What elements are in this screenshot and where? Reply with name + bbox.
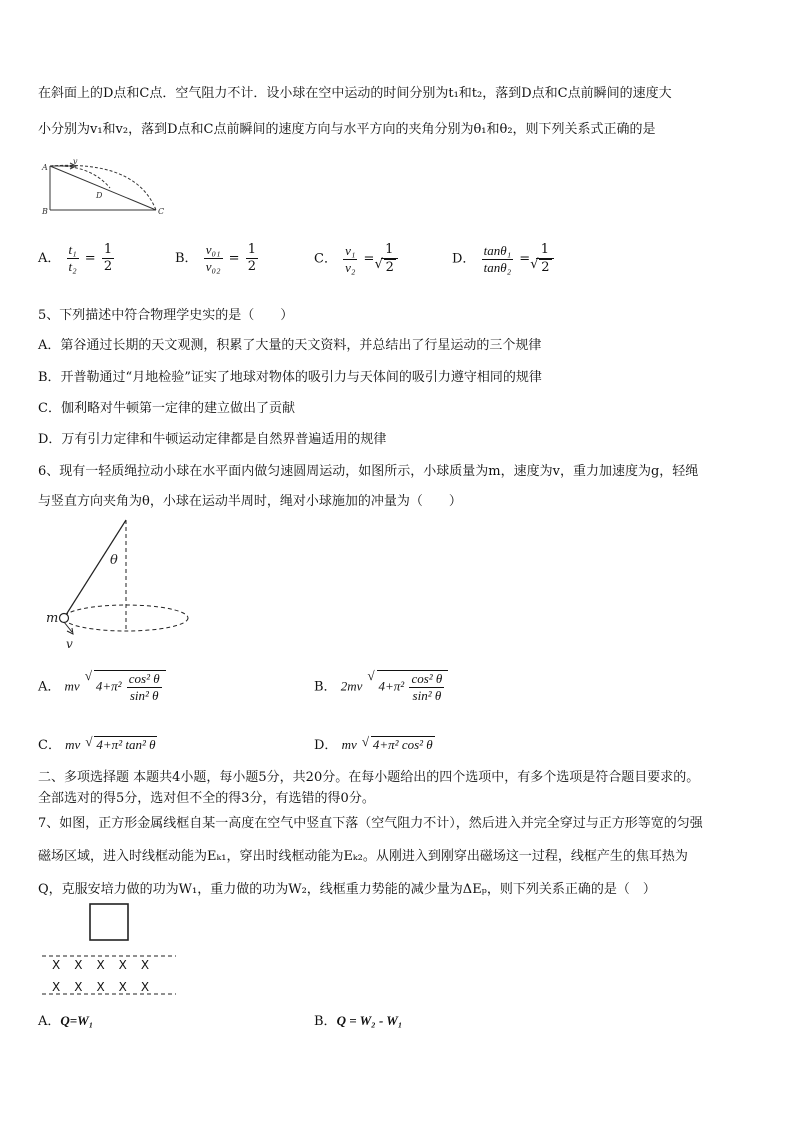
q4-option-b[interactable]: B． $\frac{\text{v₀₁}}{\text{v₀₂}}$ = $\frac{1}{2}$ [175, 242, 256, 274]
label-v: v [73, 158, 78, 166]
q6-line1: 6、现有一轻质绳拉动小球在水平面内做匀速圆周运动，如图所示，小球质量为m，速度为v，重力加速度为g，轻绳 [38, 464, 699, 479]
section2-line1: 二、多项选择题 本题共4小题，每小题5分，共20分。在每小题给出的四个选项中，有多个选项是符合题目要求的。 [38, 770, 700, 785]
q5-option-d[interactable]: D．万有引力定律和牛顿运动定律都是自然界普遍适用的规律 [38, 432, 387, 447]
incline-figure [38, 158, 178, 220]
label-D: D [96, 191, 103, 200]
q4-option-d[interactable]: D． $\frac{\text{tanθ₁}}{\text{tanθ₂}}$ = 1 √ 2 [452, 242, 556, 276]
q6-line2: 与竖直方向夹角为θ，小球在运动半周时，绳对小球施加的冲量为（ ） [38, 494, 462, 509]
q7-option-a[interactable]: A．Q=W₁ [38, 1013, 94, 1029]
q4-line1: 在斜面上的D点和C点．空气阻力不计．设小球在空中运动的时间分别为t₁和t₂，落到D点和C点前瞬间的速度大 [38, 86, 672, 101]
q6-option-b[interactable]: B． 2mv √ 4+π² $\frac{\text{cos² θ}}{\text{sin² θ}}$ [314, 670, 448, 704]
q4-option-a[interactable]: A． $\frac{\text{t₁}}{\text{t₂}}$ = $\frac{1}{2}$ [38, 242, 113, 274]
q6-option-a[interactable]: A． mv √ 4+π² $\frac{\text{cos² θ}}{\text{sin² θ}}$ [38, 670, 166, 704]
q6-option-c[interactable]: C． mv √ 4+π² tan² θ [38, 734, 157, 753]
q7-option-b[interactable]: B．Q = W₂ - W₁ [314, 1013, 403, 1029]
q7-line1: 7、如图，正方形金属线框自某一高度在空气中竖直下落（空气阻力不计），然后进入并完全穿过与正方形等宽的匀强 [38, 816, 703, 831]
label-m: m [46, 611, 59, 626]
q6-option-d[interactable]: D． mv √ 4+π² cos² θ [314, 734, 435, 753]
q4-option-c[interactable]: C． $\frac{\text{v₁}}{\text{v₂}}$ = 1 √ 2 [314, 242, 400, 276]
label-v: v [66, 637, 73, 650]
q7-line2: 磁场区域，进入时线框动能为Eₖ₁，穿出时线框动能为Eₖ₂。从刚进入到刚穿出磁场这一过程，线框产生的焦耳热为 [38, 849, 688, 864]
label-A: A [42, 163, 48, 172]
label-C: C [158, 207, 165, 216]
q5-option-a[interactable]: A．第谷通过长期的天文观测，积累了大量的天文资料，并总结出了行星运动的三个规律 [38, 338, 542, 353]
q4-line2: 小分别为v₁和v₂，落到D点和C点前瞬间的速度方向与水平方向的夹角分别为θ₁和θ₂，则下列关系式正确的是 [38, 122, 656, 137]
label-B: B [42, 207, 48, 216]
q5-option-b[interactable]: B．开普勒通过“月地检验”证实了地球对物体的吸引力与天体间的吸引力遵守相同的规律 [38, 370, 542, 385]
conical-pendulum-figure [42, 518, 192, 650]
label-theta: θ [110, 553, 118, 568]
q5-stem: 5、下列描述中符合物理学史实的是（ ） [38, 308, 294, 323]
section2-line2: 全部选对的得5分，选对但不全的得3分，有选错的得0分。 [38, 791, 375, 806]
magnetic-field-row-1: X X X X X [52, 958, 151, 972]
q5-option-c[interactable]: C．伽利略对牛顿第一定律的建立做出了贡献 [38, 401, 295, 416]
magnetic-field-row-2: X X X X X [52, 980, 151, 994]
q7-line3: Q，克服安培力做的功为W₁，重力做的功为W₂，线框重力势能的减少量为ΔEₚ，则下列关系正确的是（ ） [38, 882, 656, 897]
